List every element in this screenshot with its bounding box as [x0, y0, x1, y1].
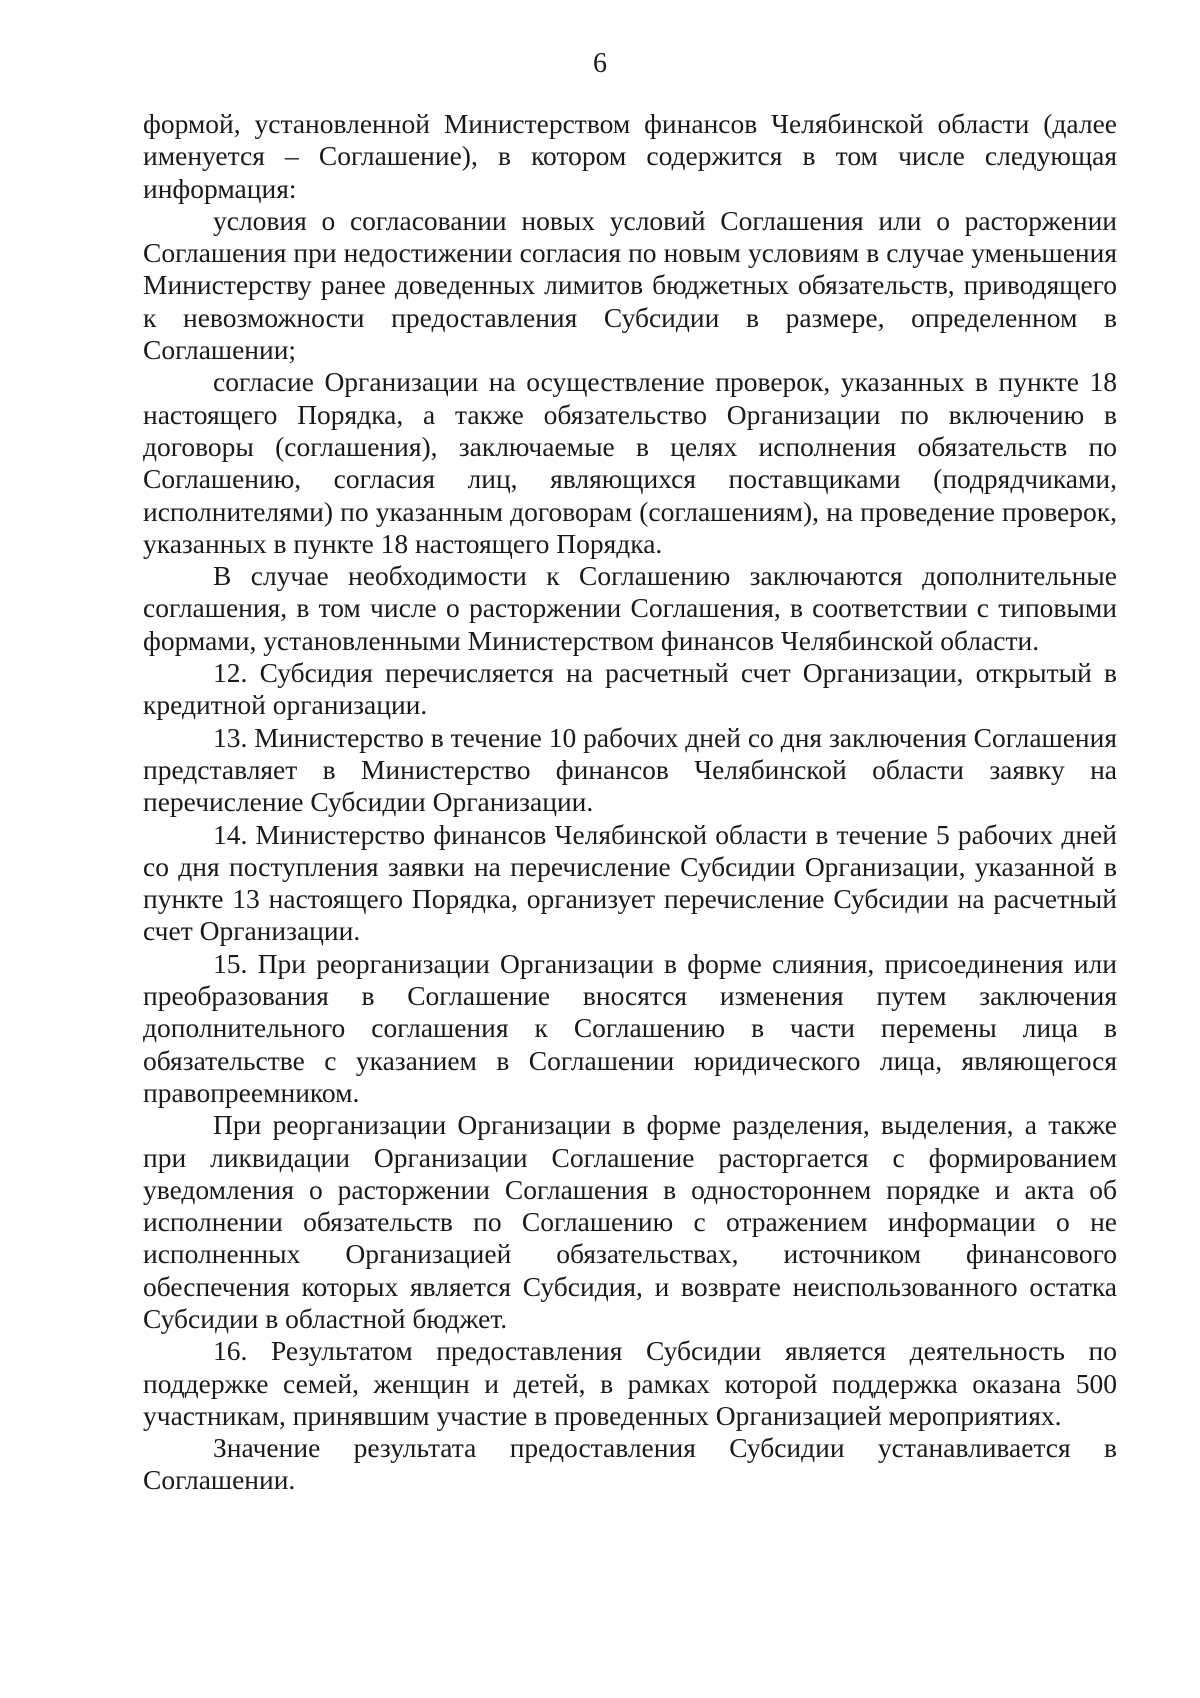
paragraph-item-15: 15. При реорганизации Организации в форме слияния, присоединения или преобразования в Соглашение вносятся изменения путем заключения дополнительного соглашения к Соглашению в части перемены лица в обязательстве с указанием в Соглашении юридического лица, являющегося правопреемником.: [143, 947, 1117, 1108]
paragraph-item-14: 14. Министерство финансов Челябинской области в течение 5 рабочих дней со дня поступления заявки на перечисление Субсидии Организации, указанной в пункте 13 настоящего Порядка, организует перечисление Субсидии на расчетный счет Организации.: [143, 818, 1117, 947]
paragraph-additional-agreements: В случае необходимости к Соглашению заключаются дополнительные соглашения, в том числе о расторжении Соглашения, в соответствии с типовыми формами, установленными Министерством финансов Челябинской области.: [143, 560, 1117, 656]
page-number: 6: [593, 48, 607, 79]
paragraph-reorganization: При реорганизации Организации в форме разделения, выделения, а также при ликвидации Организации Соглашение расторгается с формированием уведомления о расторжении Соглашения в одностороннем порядке и акта об исполнении обязательств по Соглашению с отражением информации о не исполненных Организацией обязательствах, источником финансового обеспечения которых является Субсидия, и возврате неиспользованного остатка Субсидии в областной бюджет.: [143, 1109, 1117, 1334]
paragraph-result-value: Значение результата предоставления Субсидии устанавливается в Соглашении.: [143, 1432, 1117, 1496]
paragraph-item-12: 12. Субсидия перечисляется на расчетный счет Организации, открытый в кредитной организации.: [143, 657, 1117, 721]
paragraph-consent: согласие Организации на осуществление проверок, указанных в пункте 18 настоящего Порядка, а также обязательство Организации по включению в договоры (соглашения), заключаемые в целях исполнения обязательств по Соглашению, согласия лиц, являющихся поставщиками (подрядчиками, исполнителями) по указанным договорам (соглашениям), на проведение проверок, указанных в пункте 18 настоящего Порядка.: [143, 366, 1117, 559]
paragraph-item-13: 13. Министерство в течение 10 рабочих дней со дня заключения Соглашения представляет в Министерство финансов Челябинской области заявку на перечисление Субсидии Организации.: [143, 721, 1117, 818]
paragraph-item-16: 16. Результатом предоставления Субсидии является деятельность по поддержке семей, женщин и детей, в рамках которой поддержка оказана 500 участникам, принявшим участие в проведенных Организацией мероприятиях.: [143, 1335, 1117, 1431]
paragraph-continuation: формой, установленной Министерством финансов Челябинской области (далее именуется – Соглашение), в котором содержится в том числе следующая информация:: [143, 108, 1117, 204]
paragraph-conditions: условия о согласовании новых условий Соглашения или о расторжении Соглашения при недостижении согласия по новым условиям в случае уменьшения Министерству ранее доведенных лимитов бюджетных обязательств, приводящего к невозможности предоставления Субсидии в размере, определенном в Соглашении;: [143, 204, 1117, 366]
document-body: [143, 108, 1117, 1497]
